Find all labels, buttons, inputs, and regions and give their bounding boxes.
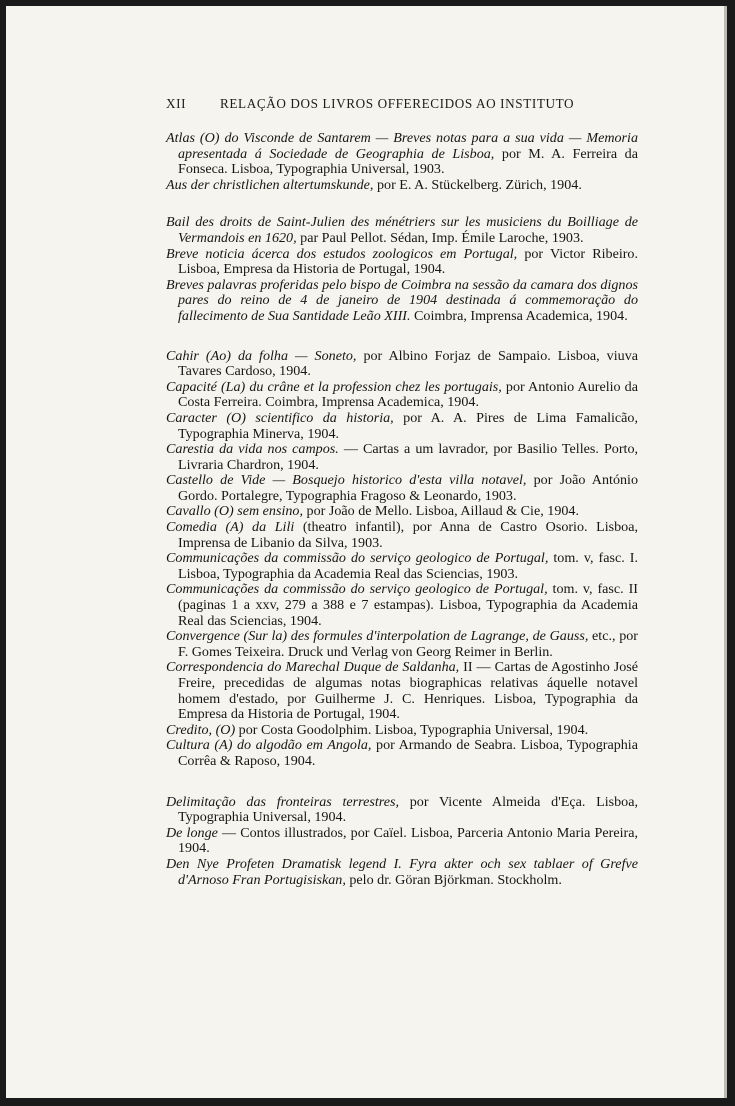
list-item xyxy=(166,551,638,582)
entry-title: Breve noticia ácerca dos estudos zoologicos em Portugal, xyxy=(166,245,518,262)
entry-title: Atlas (O) do Visconde de Santarem — Breves notas para a sua vida — Memoria apresentada á Sociedade de Geographia de Lisboa, xyxy=(166,130,638,162)
entry-details: por Antonio Aurelio da Costa Ferreira. Coimbra, Imprensa Academica, 1904. xyxy=(178,378,638,411)
list-item xyxy=(166,723,638,739)
entry-group-b xyxy=(166,215,638,324)
list-item xyxy=(166,247,638,278)
entry-title: Castello de Vide — Bosquejo historico d'esta villa notavel, xyxy=(166,472,527,489)
entry-details: por Armando de Seabra. Lisboa, Typographia Corrêa & Raposo, 1904. xyxy=(178,737,638,769)
entry-title: Delimitação das fronteiras terrestres, xyxy=(166,793,399,810)
header-title: RELAÇÃO DOS LIVROS OFFERECIDOS AO INSTITUTO xyxy=(220,96,575,111)
entry-details: tom. v, fasc. II (paginas 1 a xxv, 279 a 388 e 7 estampas). Lisboa, Typographia da Academia Real das Sciencias, 1904. xyxy=(178,581,638,629)
entry-details: por João de Mello. Lisboa, Aillaud & Cie, 1904. xyxy=(303,503,579,520)
list-item xyxy=(166,629,638,660)
entry-title: De longe xyxy=(166,824,218,841)
entry-title: Correspondencia do Marechal Duque de Saldanha, xyxy=(166,659,460,676)
entry-group-d xyxy=(166,795,638,889)
list-item xyxy=(166,582,638,629)
list-item xyxy=(166,411,638,442)
entry-title: Cavallo (O) sem ensino, xyxy=(166,503,304,520)
entry-title: Comedia (A) da Lili xyxy=(166,519,295,536)
list-item xyxy=(166,795,638,826)
list-item xyxy=(166,380,638,411)
running-header xyxy=(166,96,646,112)
entry-details: Coimbra, Imprensa Academica, 1904. xyxy=(410,307,628,324)
entry-details: II — Cartas de Agostinho José Freire, precedidas de algumas notas biographicas relativas áquelle notavel homem d'estado, por Guilherme J. C. Henriques. Lisboa, Typographia da Empresa da Historia de Portugal, 1904. xyxy=(178,659,638,723)
entry-title: Breves palavras proferidas pelo bispo de Coimbra na sessão da camara dos dignos pares do reino de 4 de janeiro de 1904 destinada á commemoração do fallecimento de Sua Santidade Leão XIII. xyxy=(166,276,638,324)
entry-title: Communicações da commissão do serviço geologico de Portugal, xyxy=(166,550,549,567)
entry-details: par Paul Pellot. Sédan, Imp. Émile Laroche, 1903. xyxy=(296,229,584,246)
entry-title: Communicações da commissão do serviço geologico de Portugal, xyxy=(166,581,548,598)
entry-details: tom. v, fasc. I. Lisboa, Typographia da Academia Real das Sciencias, 1903. xyxy=(178,550,638,582)
list-item xyxy=(166,278,638,325)
entry-title: Bail des droits de Saint-Julien des ménétriers sur les musiciens du Boilliage de Vermandois en 1620, xyxy=(166,214,638,246)
page-number: XII xyxy=(166,96,187,111)
list-item xyxy=(166,473,638,504)
document-page xyxy=(6,6,727,1098)
entry-title: Den Nye Profeten Dramatisk legend I. Fyra akter och sex tablaer of Grefve d'Arnoso Fran Portugisiskan, xyxy=(166,855,638,888)
entry-title: Cahir (Ao) da folha — Soneto, xyxy=(166,347,357,364)
entry-details: por Vicente Almeida d'Eça. Lisboa, Typographia Universal, 1904. xyxy=(178,793,638,826)
entry-details: (theatro infantil), por Anna de Castro Osorio. Lisboa, Imprensa de Libanio da Silva, 1903. xyxy=(178,519,638,551)
entry-group-c xyxy=(166,349,638,770)
list-item xyxy=(166,215,638,246)
entry-details: por Victor Ribeiro. Lisboa, Empresa da Historia de Portugal, 1904. xyxy=(178,245,639,278)
list-item xyxy=(166,520,638,551)
list-item xyxy=(166,349,638,380)
entry-title: Caracter (O) scientifico da historia, xyxy=(166,409,394,426)
list-item xyxy=(166,826,638,857)
entry-title: Carestia da vida nos campos. xyxy=(166,441,339,458)
list-item xyxy=(166,660,638,722)
list-item xyxy=(166,738,638,769)
book-list xyxy=(166,131,638,910)
list-item xyxy=(166,131,638,178)
entry-details: por Albino Forjaz de Sampaio. Lisboa, viuva Tavares Cardoso, 1904. xyxy=(178,347,638,380)
entry-details: — Contos illustrados, por Caïel. Lisboa, Parceria Antonio Maria Pereira, 1904. xyxy=(178,824,638,857)
entry-details: etc., por F. Gomes Teixeira. Druck und Verlag von Georg Reimer in Berlin. xyxy=(178,628,638,660)
entry-title: Cultura (A) do algodão em Angola, xyxy=(166,737,372,754)
list-item xyxy=(166,504,638,520)
entry-title: Convergence (Sur la) des formules d'interpolation de Lagrange, de Gauss, xyxy=(166,628,589,645)
entry-details: por Costa Goodolphim. Lisboa, Typographia Universal, 1904. xyxy=(235,721,589,738)
list-item xyxy=(166,178,638,194)
list-item xyxy=(166,442,638,473)
entry-details: por João António Gordo. Portalegre, Typographia Fragoso & Leonardo, 1903. xyxy=(178,472,638,504)
entry-details: — Cartas a um lavrador, por Basilio Telles. Porto, Livraria Chardron, 1904. xyxy=(178,441,639,473)
entry-title: Capacité (La) du crâne et la profession chez les portugais, xyxy=(166,378,502,395)
entry-group-a xyxy=(166,131,638,193)
entry-title: Credito, (O) xyxy=(166,721,236,738)
entry-details: por A. A. Pires de Lima Famalicão, Typographia Minerva, 1904. xyxy=(178,409,638,442)
entry-details: por E. A. Stückelberg. Zürich, 1904. xyxy=(373,176,582,193)
list-item xyxy=(166,857,638,888)
entry-details: pelo dr. Göran Björkman. Stockholm. xyxy=(345,871,562,888)
entry-details: por M. A. Ferreira da Fonseca. Lisboa, Typographia Universal, 1903. xyxy=(178,145,638,178)
entry-title: Aus der christlichen altertumskunde, xyxy=(166,176,374,193)
